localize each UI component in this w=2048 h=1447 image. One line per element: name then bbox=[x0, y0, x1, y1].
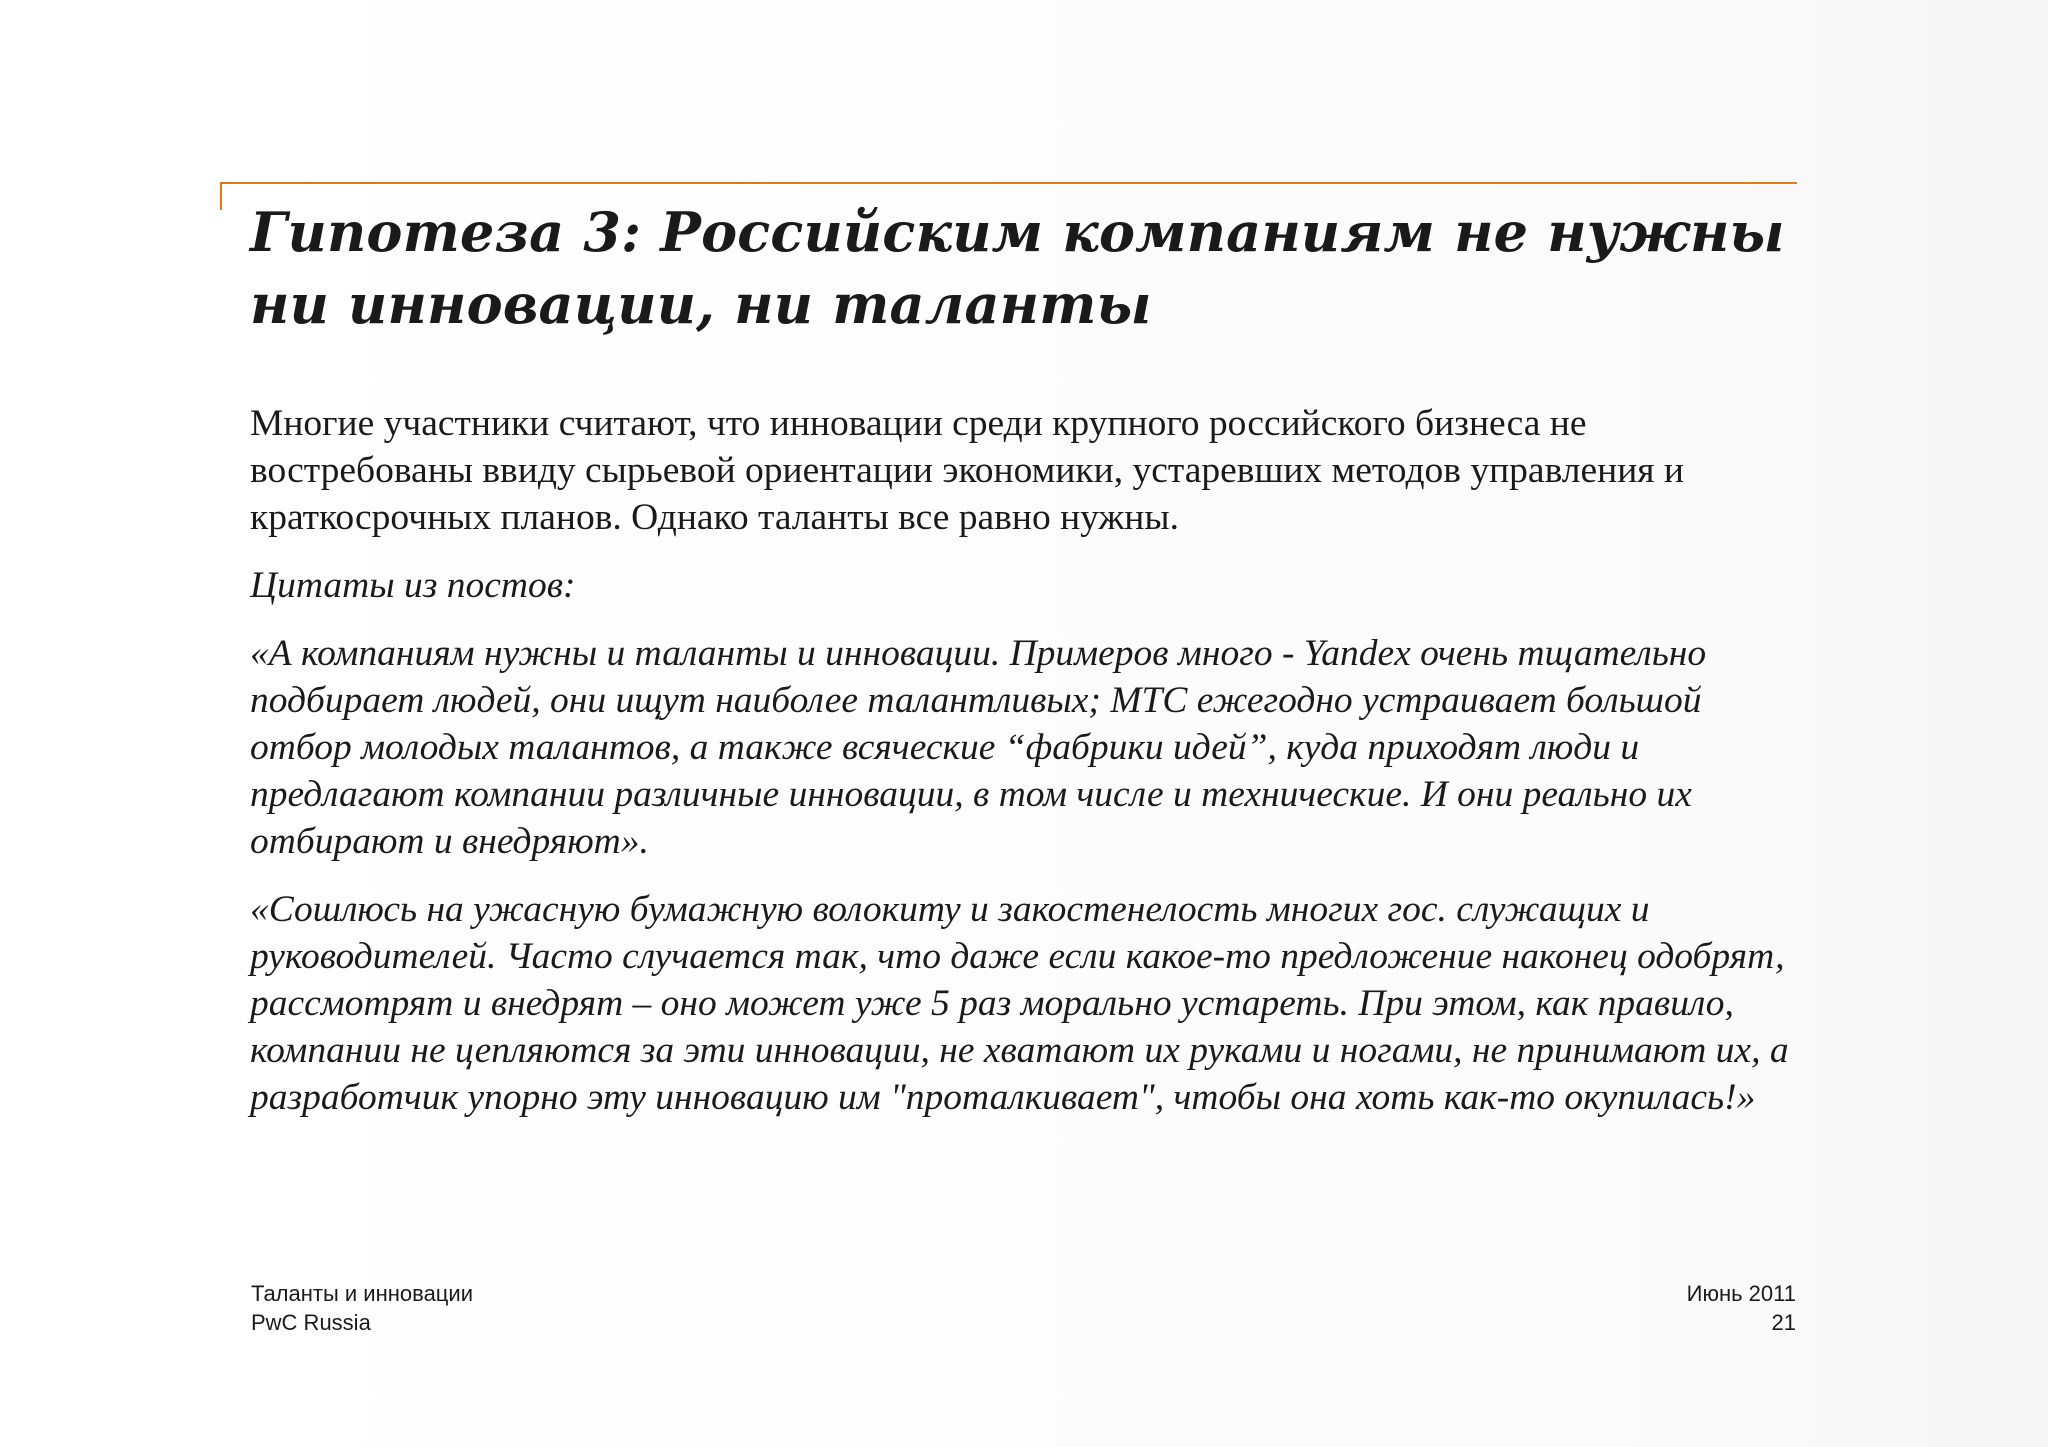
slide-title-line-1: Гипотеза 3: Российским компаниям не нужны bbox=[250, 200, 1785, 264]
slide-body bbox=[250, 400, 1810, 1142]
page-number: 21 bbox=[1771, 1310, 1796, 1335]
intro-paragraph: Многие участники считают, что инновации среди крупного российского бизнеса не востребованы ввиду сырьевой ориентации экономики, устаревших методов управления и краткосрочных планов. Однако таланты все равно нужны. bbox=[250, 403, 1684, 538]
footer-company: PwC Russia bbox=[251, 1310, 371, 1335]
footer-right bbox=[1500, 1279, 1796, 1337]
header-rule-tick bbox=[220, 182, 222, 210]
quotes-heading: Цитаты из постов: bbox=[250, 565, 576, 606]
footer-left bbox=[251, 1279, 473, 1337]
quote-2: «Сошлюсь на ужасную бумажную волокиту и закостенелость многих гос. служащих и руководителей. Часто случается так, что даже если какое-то предложение наконец одобрят, рассмотрят и внедрят – оно может уже 5 раз морально устареть. При этом, как правило, компании не цепляются за эти инновации, не хватают их руками и ногами, не принимают их, а разработчик упорно эту инновацию им "проталкивает", чтобы она хоть как-то окупилась!» bbox=[250, 889, 1789, 1118]
header-rule bbox=[220, 182, 1797, 184]
slide-title-line-2: ни инновации, ни таланты bbox=[250, 272, 1152, 336]
slide-title bbox=[250, 196, 1810, 340]
quote-1: «А компаниям нужны и таланты и инновации. Примеров много - Yandex очень тщательно подбирает людей, они ищут наиболее талантливых; МТС ежегодно устраивает большой отбор молодых талантов, а также всяческие “фабрики идей”, куда приходят люди и предлагают компании различные инновации, в том числе и технические. И они реально их отбирают и внедряют». bbox=[250, 633, 1707, 862]
footer-date: Июнь 2011 bbox=[1686, 1281, 1796, 1306]
footer-report-title: Таланты и инновации bbox=[251, 1281, 473, 1306]
